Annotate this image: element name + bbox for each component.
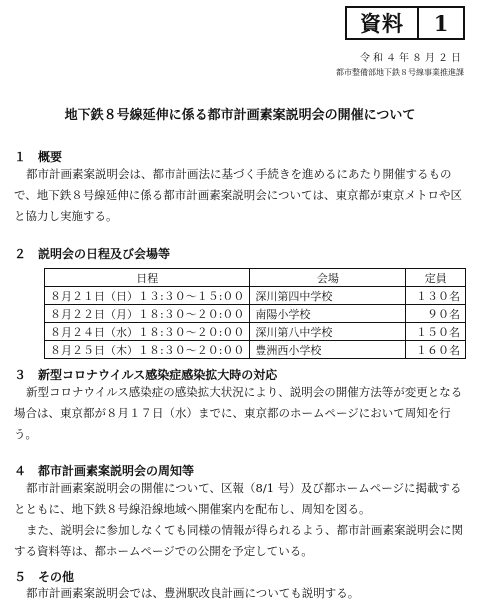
cell-venue: 深川第八中学校 (250, 323, 406, 341)
table-row (45, 305, 466, 323)
section-number: １ (14, 150, 27, 164)
schedule-table (44, 268, 466, 359)
table-row (45, 341, 466, 359)
header-venue: 会場 (250, 269, 406, 287)
section-3-heading (14, 366, 277, 383)
badge-label: 資料 (347, 8, 419, 38)
document-badge (345, 6, 465, 40)
section-number: ２ (14, 247, 27, 261)
section-number: ４ (14, 464, 27, 478)
section-title: 新型コロナウイルス感染症感染拡大時の対応 (38, 368, 278, 382)
section-5-paragraph: 都市計画素案説明会では、豊洲駅改良計画についても説明する。 (26, 586, 360, 600)
section-4-paragraph-2: また、説明会に参加しなくても同様の情報が得られるよう、都市計画素案説明会に関する資料等は、都ホームページでの公開を予定している。 (14, 523, 463, 558)
section-title: 説明会の日程及び会場等 (38, 247, 171, 261)
section-2-heading (14, 245, 170, 262)
cell-date: ８月２２日（月）１８:３０～２０:００ (45, 305, 250, 323)
cell-capacity: １６０名 (406, 341, 466, 359)
cell-venue: 豊洲西小学校 (250, 341, 406, 359)
cell-date: ８月２１日（日）１３:３０～１５:００ (45, 287, 250, 305)
table-row (45, 323, 466, 341)
cell-venue: 深川第四中学校 (250, 287, 406, 305)
cell-capacity: １３０名 (406, 287, 466, 305)
section-title: 概要 (38, 150, 63, 164)
header-capacity: 定員 (406, 269, 466, 287)
badge-number: 1 (433, 10, 449, 36)
section-4-paragraph-1: 都市計画素案説明会の開催について、区報（8/1 号）及び都ホームページに掲載するとともに、地下鉄８号線沿線地域へ開催案内を配布し、周知を図る。 (14, 481, 462, 516)
section-number: ５ (14, 570, 27, 584)
page-title: 地下鉄８号線延伸に係る都市計画素案説明会の開催について (64, 108, 416, 123)
section-title: その他 (38, 570, 75, 584)
table-header-row (45, 269, 466, 287)
section-1-heading (14, 148, 62, 165)
section-number: ３ (14, 368, 27, 382)
cell-date: ８月２５日（木）１８:３０～２０:００ (45, 341, 250, 359)
document-date: 令和４年８月２日 (360, 53, 464, 64)
section-3-paragraph: 新型コロナウイルス感染症の感染拡大状況により、説明会の開催方法等が変更となる場合は、東京都が８月１７日（水）までに、東京都のホームページにおいて周知を行う。 (14, 385, 463, 441)
section-1-paragraph: 都市計画素案説明会は、都市計画法に基づく手続きを進めるにあたり開催するもので、地下鉄８号線延伸に係る都市計画素案説明会については、東京都が東京メトロや区と協力し実施する。 (14, 167, 463, 223)
cell-date: ８月２４日（水）１８:３０～２０:００ (45, 323, 250, 341)
cell-capacity: １５０名 (406, 323, 466, 341)
header-date: 日程 (45, 269, 250, 287)
department-name: 都市整備部地下鉄８号線事業推進課 (336, 68, 464, 77)
section-title: 都市計画素案説明会の周知等 (38, 464, 195, 478)
cell-venue: 南陽小学校 (250, 305, 406, 323)
section-4-heading (14, 462, 194, 479)
table-row (45, 287, 466, 305)
cell-capacity: ９０名 (406, 305, 466, 323)
